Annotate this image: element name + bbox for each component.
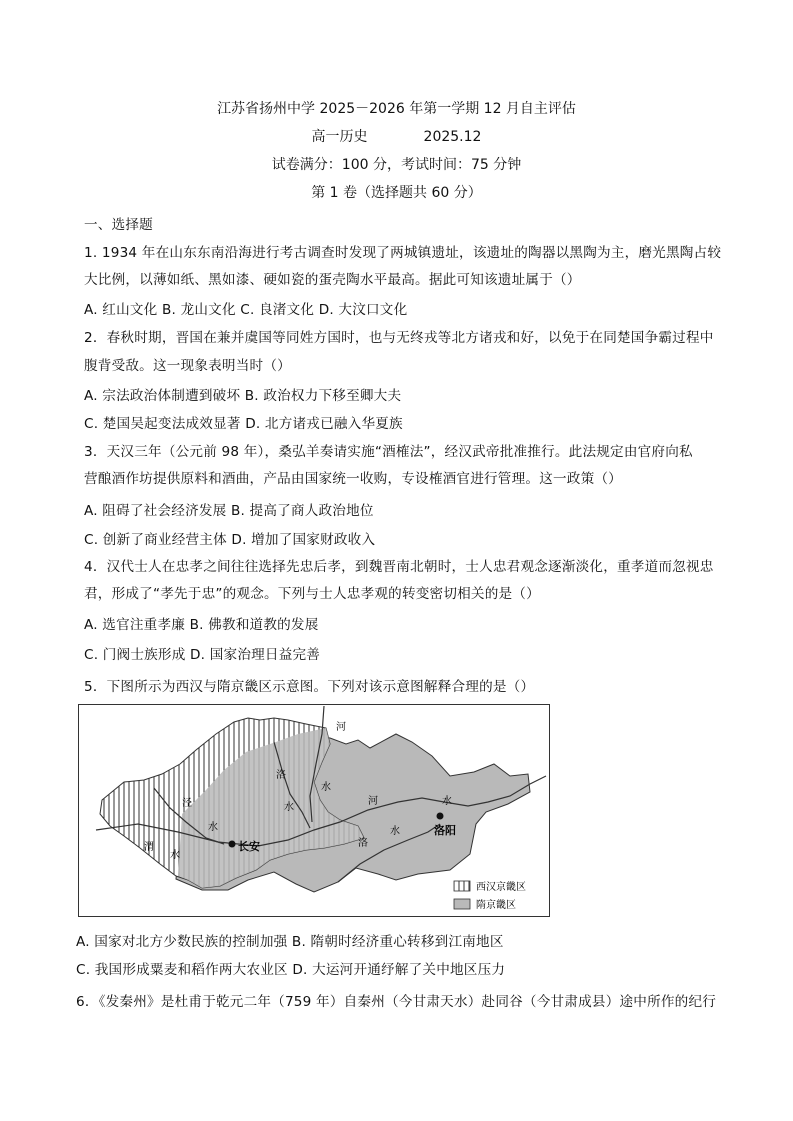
legend-swatch-xihan [454,881,470,891]
label-wei: 渭 [144,842,154,853]
city-luoyang: 洛阳 [434,824,456,837]
legend-sui: 隋京畿区 [476,900,516,911]
capital-region-map [78,704,550,917]
city-changan: 长安 [238,840,260,853]
label-shui-left: 水 [284,802,294,813]
luoyang-dot [437,813,444,820]
label-luo-left: 洛 [276,770,286,781]
q1-line2: 大比例，以薄如纸、黑如漆、硬如瓷的蛋壳陶水平最高。据此可知该遗址属于（） [84,272,581,288]
section-heading: 一、选择题 [84,217,153,233]
volume-title: 第 1 卷（选择题共 60 分） [311,185,482,201]
q2-options-1: A. 宗法政治体制遭到破坏 B. 政治权力下移至卿大夫 [84,388,402,404]
q5-options-1: A. 国家对北方少数民族的控制加强 B. 隋朝时经济重心转移到江南地区 [76,934,504,950]
q4-line1: 4．汉代士人在忠孝之间往往选择先忠后孝，到魏晋南北朝时，士人忠君观念逐渐淡化，重孝道而忽视忠 [84,559,714,575]
q6-line1: 6．《发秦州》是杜甫于乾元二年（759 年）自秦州（今甘肃天水）赴同谷（今甘肃成县）途中所作的纪行 [76,994,717,1010]
exam-date: 2025.12 [423,129,482,145]
q4-line2: 君，形成了“孝先于忠”的观念。下列与士人忠孝观的转变密切相关的是（） [84,586,540,602]
q4-options-2: C. 门阀士族形成 D. 国家治理日益完善 [84,647,321,663]
q2-options-2: C. 楚国吴起变法成效显著 D. 北方诸戎已融入华夏族 [84,416,403,432]
q2-line1: 2．春秋时期，晋国在兼并虞国等同姓方国时，也与无终戎等北方诸戎和好，以免于在同楚国争霸过程中 [84,330,714,346]
subject: 高一历史 [311,129,368,145]
label-luo-bottom: 洛 [358,838,368,849]
q2-line2: 腹背受敌。这一现象表明当时（） [84,358,291,374]
exam-info: 试卷满分：100 分，考试时间：75 分钟 [271,157,522,173]
label-he-mid: 河 [368,796,378,807]
q5-options-2: C. 我国形成粟麦和稻作两大农业区 D. 大运河开通纾解了关中地区压力 [76,962,506,978]
q3-options-2: C. 创新了商业经营主体 D. 增加了国家财政收入 [84,532,376,548]
q1-options: A. 红山文化 B. 龙山文化 C. 良渚文化 D. 大汶口文化 [84,302,408,318]
q3-line1: 3．天汉三年（公元前 98 年），桑弘羊奏请实施“酒榷法”，经汉武帝批准推行。此法规定由官府向私 [84,444,693,460]
legend-xihan: 西汉京畿区 [476,882,526,893]
legend-swatch-sui [454,899,470,909]
subject-line [0,126,793,146]
label-shui-wei: 水 [170,850,180,861]
q3-options-1: A. 阻碍了社会经济发展 B. 提高了商人政治地位 [84,503,374,519]
label-shui-mid: 水 [321,782,331,793]
label-shui-right: 水 [442,796,452,807]
q3-line2: 营酿酒作坊提供原料和酒曲，产品由国家统一收购，专设榷酒官进行管理。这一政策（） [84,471,622,487]
q1-line1: 1. 1934 年在山东东南沿海进行考古调查时发现了两城镇遗址，该遗址的陶器以黑陶为主，磨光黑陶占较 [84,245,722,261]
q4-options-1: A. 选官注重孝廉 B. 佛教和道教的发展 [84,617,319,633]
label-shui-bottom: 水 [390,826,400,837]
changan-dot [229,841,236,848]
q5-line1: 5．下图所示为西汉与隋京畿区示意图。下列对该示意图解释合理的是（） [84,679,535,695]
label-jing: 泾 [182,798,192,809]
label-shui-jing: 水 [208,822,218,833]
label-he-top: 河 [336,722,346,733]
exam-title: 江苏省扬州中学 2025－2026 年第一学期 12 月自主评估 [217,101,576,117]
